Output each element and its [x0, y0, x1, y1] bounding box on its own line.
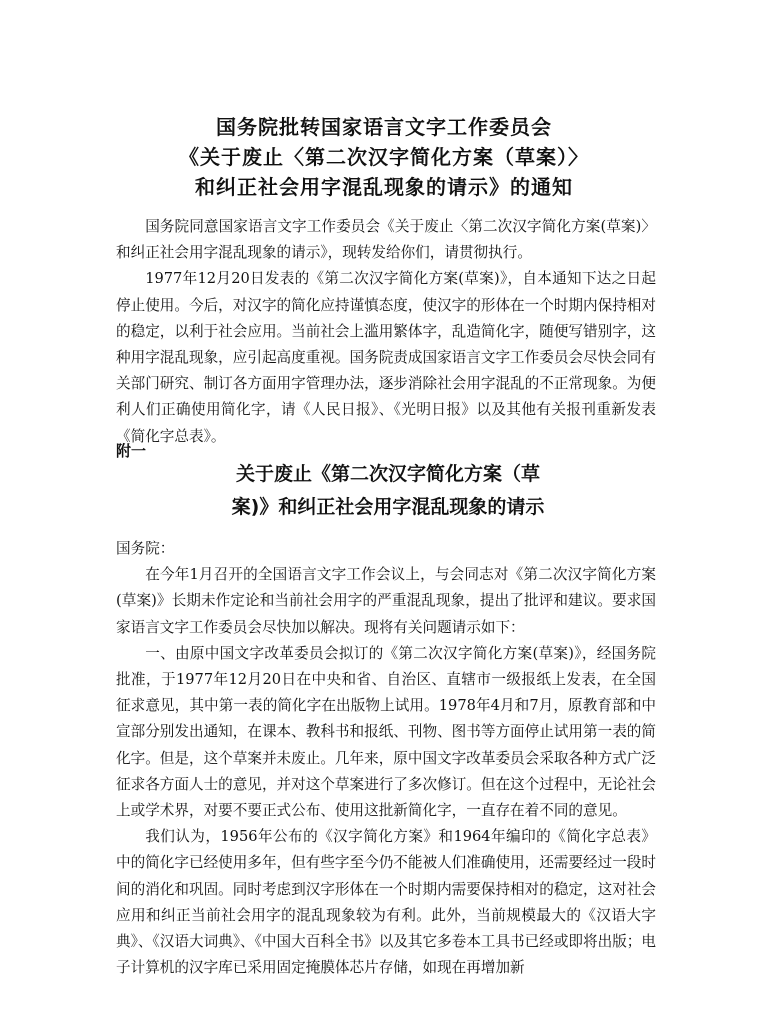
notice-body	[116, 214, 656, 450]
notice-title-line-1: 国务院批转国家语言文字工作委员会	[216, 115, 552, 139]
notice-title-line-3: 和纠正社会用字混乱现象的请示》的通知	[195, 175, 573, 199]
request-paragraph-3: 我们认为，1956年公布的《汉字简化方案》和1964年编印的《简化字总表》中的简化字已经使用多年，但有些字至今仍不能被人们准确使用，还需要经过一段时间的消化和巩固。同时考虑到汉字形体在一个时期内需要保持相对的稳定，这对社会应用和纠正当前社会用字的混乱现象较为有利。此外，当前规模最大的《汉语大字典》、《汉语大词典》、《中国大百科全书》以及其它多卷本工具书已经或即将出版；电子计算机的汉字库已采用固定掩膜体芯片存储，如现在再增加新	[116, 828, 656, 977]
request-paragraph-2: 一、由原中国文字改革委员会拟订的《第二次汉字简化方案(草案)》，经国务院批准，于1977年12月20日在中央和省、自治区、直辖市一级报纸上发表，在全国征求意见，其中第一表的简化字在出版物上试用。1978年4月和7月，原教育部和中宣部分别发出通知，在课本、教科书和报纸、刊物、图书等方面停止试用第一表的简化字。但是，这个草案并未废止。几年来，原中国文字改革委员会采取各种方式广泛征求各方面人士的意见，并对这个草案进行了多次修订。但在这个过程中，无论社会上或学术界，对要不要正式公布、使用这批新简化字，一直存在着不同的意见。	[116, 644, 656, 820]
annex-title	[140, 458, 636, 524]
request-body	[116, 536, 656, 981]
request-paragraph-1: 在今年1月召开的全国语言文字工作会议上，与会同志对《第二次汉字简化方案(草案)》长期未作定论和当前社会用字的严重混乱现象，提出了批评和建议。要求国家语言文字工作委员会尽快加以解决。现将有关问题请示如下：	[116, 566, 656, 636]
notice-paragraph-1: 国务院同意国家语言文字工作委员会《关于废止〈第二次汉字简化方案(草案)〉和纠正社会用字混乱现象的请示》，现转发给你们，请贯彻执行。	[116, 218, 656, 262]
salutation: 国务院：	[116, 540, 175, 557]
annex-title-line-2: 案)》和纠正社会用字混乱现象的请示	[231, 496, 545, 518]
annex-title-line-1: 关于废止《第二次汉字简化方案（草	[235, 463, 540, 485]
notice-paragraph-2: 1977年12月20日发表的《第二次汉字简化方案(草案)》，自本通知下达之日起停止使用。今后，对汉字的简化应持谨慎态度，使汉字的形体在一个时期内保持相对的稳定，以利于社会应用。当前社会上滥用繁体字，乱造简化字，随便写错别字，这种用字混乱现象，应引起高度重视。国务院责成国家语言文字工作委员会尽快会同有关部门研究、制订各方面用字管理办法，逐步消除社会用字混乱的不正常现象。为便利人们正确使用简化字，请《人民日报》、《光明日报》以及其他有关报刊重新发表《简化字总表》。	[116, 270, 656, 445]
annex-label: 附一	[116, 442, 147, 460]
notice-title-line-2: 《关于废止〈第二次汉字简化方案（草案）〉	[179, 145, 589, 169]
notice-title	[112, 112, 656, 202]
